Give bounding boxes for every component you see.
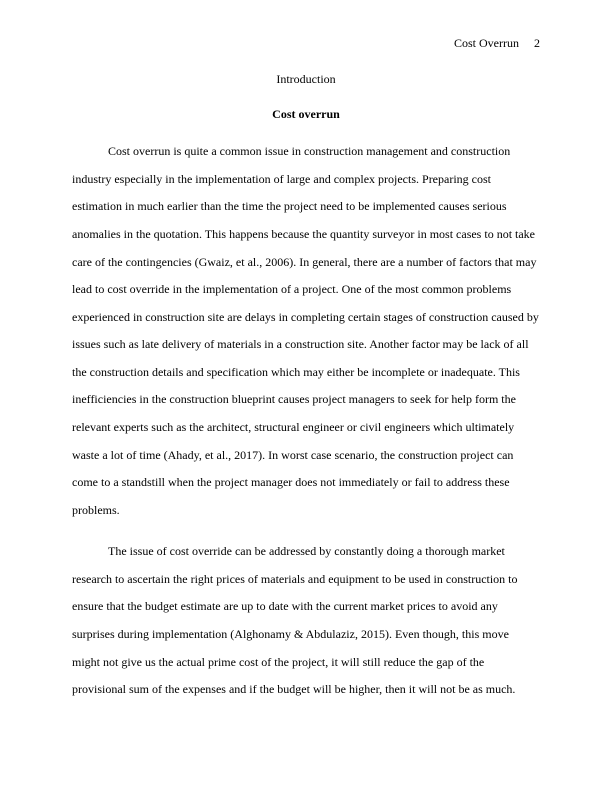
paragraph-line: issues such as late delivery of materials in a construction site. Another factor may be lack of all	[72, 337, 529, 351]
paragraph-line: provisional sum of the expenses and if the budget will be higher, then it will not be as much.	[72, 682, 516, 696]
paragraph-line: the construction details and specification which may either be incomplete or inadequate. This	[72, 365, 520, 379]
paragraph-line: waste a lot of time (Ahady, et al., 2017). In worst case scenario, the construction project can	[72, 448, 514, 462]
paragraph-line: surprises during implementation (Alghonamy & Abdulaziz, 2015). Even though, this move	[72, 627, 509, 641]
running-header	[454, 36, 540, 50]
paragraph-line: anomalies in the quotation. This happens because the quantity surveyor in most cases to not take	[72, 227, 536, 241]
paragraph-line: lead to cost override in the implementation of a project. One of the most common problems	[72, 282, 512, 296]
running-head-title: Cost Overrun	[454, 36, 519, 50]
paragraph-line: The issue of cost override can be addressed by constantly doing a thorough market	[108, 544, 505, 558]
page-number: 2	[534, 36, 540, 50]
paragraph-line: might not give us the actual prime cost of the project, it will still reduce the gap of the	[72, 655, 485, 669]
paragraph-line: come to a standstill when the project manager does not immediately or fail to address these	[72, 475, 510, 489]
paragraph-line: care of the contingencies (Gwaiz, et al., 2006). In general, there are a number of factors that may	[72, 255, 537, 269]
section-title: Introduction	[276, 72, 336, 86]
heading-cost-overrun: Cost overrun	[272, 107, 340, 121]
paragraph-line: estimation in much earlier than the time the project need to be implemented causes serious	[72, 199, 507, 213]
paragraph-line: inefficiencies in the construction blueprint causes project managers to seek for help form the	[72, 392, 516, 406]
paragraph-line: Cost overrun is quite a common issue in construction management and construction	[108, 144, 511, 158]
paragraph-line: industry especially in the implementation of large and complex projects. Preparing cost	[72, 172, 491, 186]
paragraph-line: experienced in construction site are delays in completing certain stages of construction caused by	[72, 310, 539, 324]
paragraph-line: research to ascertain the right prices of materials and equipment to be used in construction to	[72, 572, 518, 586]
paragraph-line: relevant experts such as the architect, structural engineer or civil engineers which ultimately	[72, 420, 515, 434]
paragraph-line: problems.	[72, 503, 120, 517]
paragraph-line: ensure that the budget estimate are up to date with the current market prices to avoid any	[72, 599, 498, 613]
